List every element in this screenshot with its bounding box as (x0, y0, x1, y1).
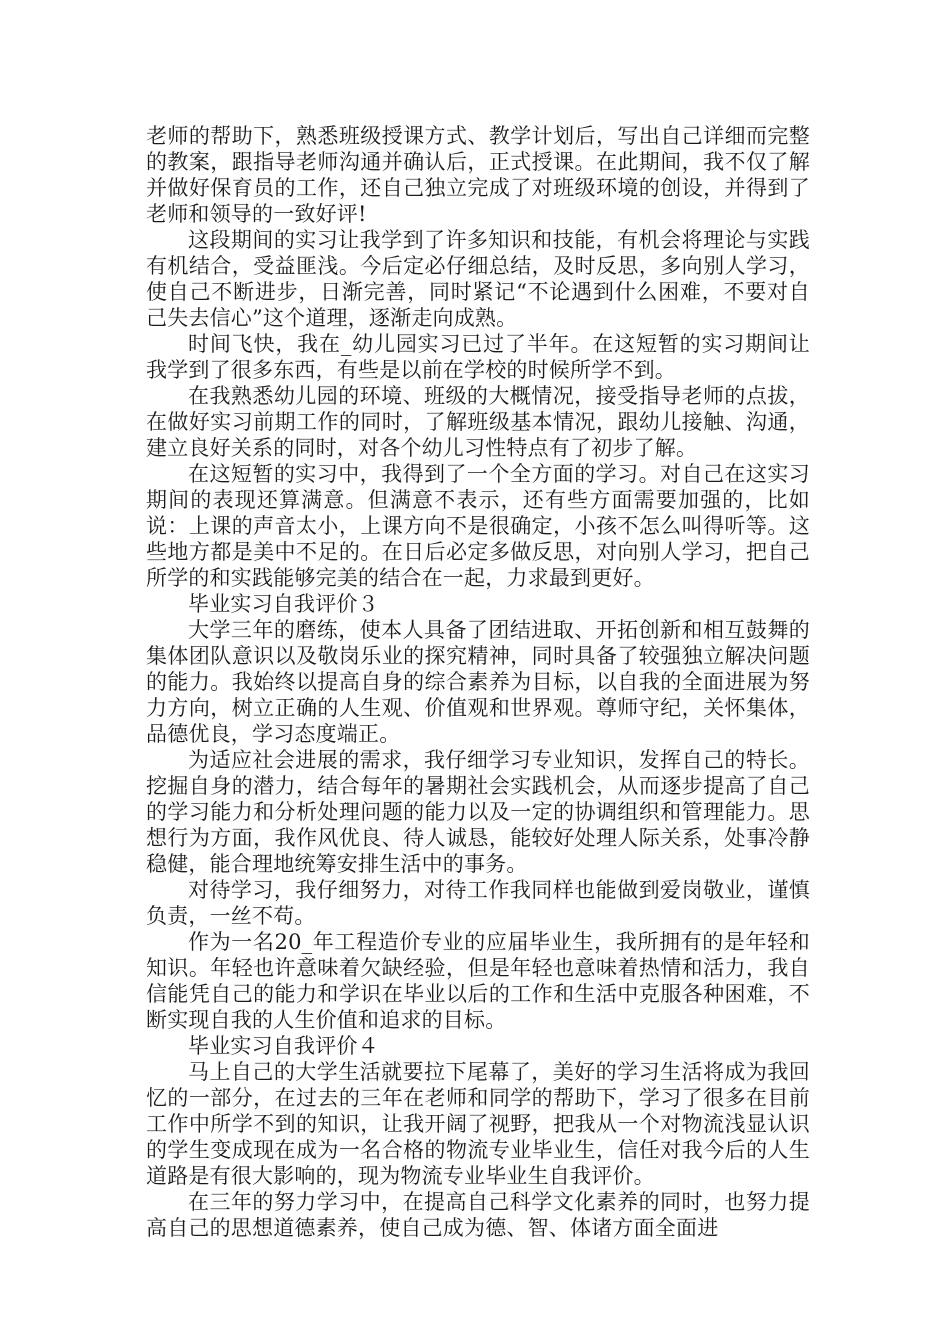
section-heading-4: 毕业实习自我评价４ (188, 1034, 379, 1058)
paragraph-3: 时间飞快，我在_幼儿园实习已过了半年。在这短暂的实习期间让我学到了很多东西，有些是以前在学校的时候所学不到。 (146, 332, 810, 382)
paragraph-5: 在这短暂的实习中，我得到了一个全方面的学习。对自己在这实习期间的表现还算满意。但满意不表示，还有些方面需要加强的，比如说：上课的声音太小，上课方向不是很确定，小孩不怎么叫得听等。这些地方都是美中不足的。在日后必定多做反思，对向别人学习，把自己所学的和实践能够完美的结合在一起，力求最到更好。 (146, 462, 810, 590)
paragraph-10: 马上自己的大学生活就要拉下尾幕了，美好的学习生活将成为我回忆的一部分，在过去的三年在老师和同学的帮助下，学习了很多在目前工作中所学不到的知识，让我开阔了视野，把我从一个对物流浅显认识的学生变成现在成为一名合格的物流专业毕业生，信任对我今后的人生道路是有很大影响的，现为物流专业毕业生自我评价。 (146, 1060, 810, 1188)
paragraph-2: 这段期间的实习让我学到了许多知识和技能，有机会将理论与实践有机结合，受益匪浅。今后定必仔细总结，及时反思，多向别人学习，使自己不断进步，日渐完善，同时紧记“不论遇到什么困难，不要对自己失去信心”这个道理，逐渐走向成熟。 (146, 228, 810, 330)
paragraph-6: 大学三年的磨练，使本人具备了团结进取、开拓创新和相互鼓舞的集体团队意识以及敬岗乐业的探究精神，同时具备了较强独立解决问题的能力。我始终以提高自身的综合素养为目标，以自我的全面进展为努力方向，树立正确的人生观、价值观和世界观。尊师守纪，关怀集体，品德优良，学习态度端正。 (146, 618, 810, 746)
section-heading-3: 毕业实习自我评价３ (188, 592, 379, 616)
paragraph-4: 在我熟悉幼儿园的环境、班级的大概情况，接受指导老师的点拔，在做好实习前期工作的同时，了解班级基本情况，跟幼儿接触、沟通，建立良好关系的同时，对各个幼儿习性特点有了初步了解。 (146, 384, 810, 460)
paragraph-1: 老师的帮助下，熟悉班级授课方式、教学计划后，写出自己详细而完整的教案，跟指导老师沟通并确认后，正式授课。在此期间，我不仅了解并做好保育员的工作，还自己独立完成了对班级环境的创设，并得到了老师和领导的一致好评! (146, 124, 810, 226)
paragraph-7: 为适应社会进展的需求，我仔细学习专业知识，发挥自己的特长。挖掘自身的潜力，结合每年的暑期社会实践机会，从而逐步提高了自己的学习能力和分析处理问题的能力以及一定的协调组织和管理能力。思想行为方面，我作风优良、待人诚恳，能较好处理人际关系，处事冷静稳健，能合理地统筹安排生活中的事务。 (146, 748, 810, 876)
paragraph-11: 在三年的努力学习中，在提高自己科学文化素养的同时，也努力提高自己的思想道德素养，使自己成为德、智、体诸方面全面进 (146, 1190, 810, 1240)
paragraph-8: 对待学习，我仔细努力，对待工作我同样也能做到爱岗敬业，谨慎负责，一丝不苟。 (146, 878, 810, 928)
document-page (146, 123, 810, 1241)
paragraph-9: 作为一名20_年工程造价专业的应届毕业生，我所拥有的是年轻和知识。年轻也许意味着欠缺经验，但是年轻也意味着热情和活力，我自信能凭自己的能力和学识在毕业以后的工作和生活中克服各种困难，不断实现自我的人生价值和追求的目标。 (146, 930, 810, 1032)
